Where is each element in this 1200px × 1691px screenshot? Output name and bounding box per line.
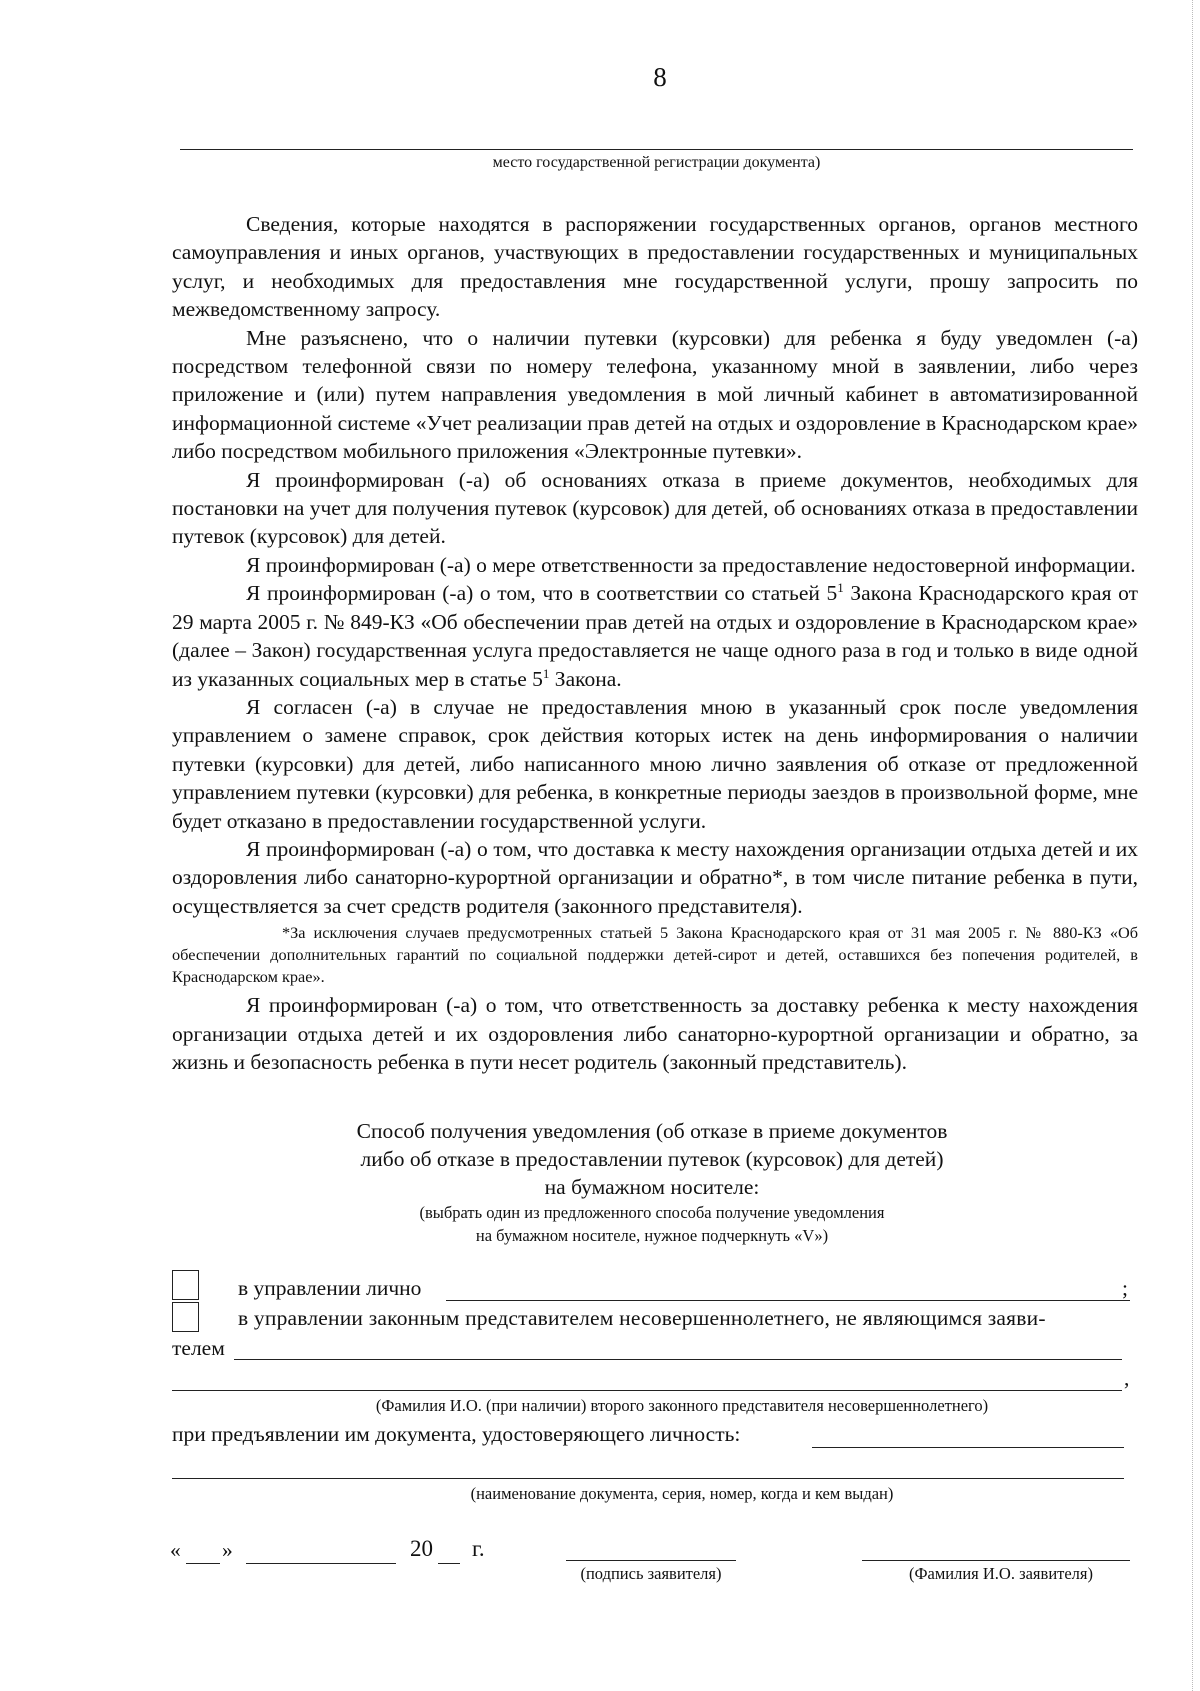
law-text-part3: Закона. [549,666,622,691]
checkbox-legal-representative[interactable] [172,1302,199,1332]
notification-method-block [272,1117,1032,1247]
id-document-fill-line-1[interactable] [812,1447,1124,1448]
signature-caption: (подпись заявителя) [580,1564,722,1583]
top-caption: место государственной регистрации документа) [492,154,821,171]
date-year-prefix: 20 [410,1536,433,1561]
representative-name-caption: (Фамилия И.О. (при наличии) второго законного представителя несовершеннолетнего) [375,1396,989,1415]
method-title-line1: Способ получения уведомления (об отказе в приеме документов [356,1119,948,1143]
option-legal-representative-label: в управлении законным представителем несовершеннолетнего, не являющимся заяви- [238,1306,1046,1330]
footnote: *За исключения случаев предусмотренных статьей 5 Закона Краснодарского края от 31 мая 2005 г. № 880-КЗ «Об обеспечении дополнительных гарантий по социальной поддержки детей-сирот и детей, оставшихся без попечения родителей, в Краснодарском крае». [172,923,1138,987]
representative-fill-line-2[interactable] [172,1390,1122,1391]
method-title-line3: на бумажном носителе: [544,1175,760,1199]
date-quote-open: « [170,1538,181,1562]
option-in-person-semicolon: ; [1122,1276,1128,1300]
law-superscript-2: 1 [542,665,550,681]
law-text-part1: Я проинформирован (-а) о том, что в соответствии со статьей 5 [246,581,838,606]
date-year-suffix: г. [472,1536,485,1561]
paragraph-delivery-costs: Я проинформирован (-а) о том, что доставка к месту нахождения организации отдыха детей и их оздоровления либо санаторно-курортной организации и обратно*, в том числе питание ребенка в пути, осуществляется за счет средств родителя (законного представителя). [172,836,1138,918]
applicant-name-caption: (Фамилия И.О. заявителя) [908,1564,1093,1583]
id-document-fill-line-2[interactable] [172,1478,1124,1479]
paragraph-responsibility: Я проинформирован (-а) о мере ответственности за предоставление недостоверной информации. [246,552,1136,577]
option-in-person-label: в управлении лично [238,1276,422,1300]
paragraph-interagency-request: Сведения, которые находятся в распоряжении государственных органов, органов местного самоуправления и иных органов, участвующих в предоставлении государственных и муниципальных услуг, и необходимых для предоставления мне государственной услуги, прошу запросить по межведомственному запросу. [172,212,1138,322]
date-year-fill-line[interactable] [438,1563,460,1564]
representative-fill-line-1[interactable] [234,1359,1122,1360]
law-text-part2: Закона Краснодарского края от 29 марта 2005 г. № 849-КЗ «Об обеспечении прав детей на отдых и оздоровление в Краснодарском крае» (далее – Закон) государственная услуга предоставляется не чаще одного раза в год и только в виде одной из указанных социальных мер в статье 5 [172,581,1138,691]
checkbox-in-person[interactable] [172,1270,199,1300]
option-in-person-fill-line[interactable] [446,1300,1130,1301]
signature-fill-line[interactable] [566,1560,736,1561]
paragraph-parent-responsibility: Я проинформирован (-а) о том, что ответственность за доставку ребенка к месту нахождения организации отдыха детей и их оздоровления либо санаторно-курортной организации и обратно, за жизнь и безопасность ребенка в пути несет родитель (законный представитель). [172,993,1138,1074]
representative-comma: , [1124,1366,1130,1390]
date-quote-close: » [222,1538,233,1562]
applicant-name-fill-line[interactable] [862,1560,1130,1561]
date-day-fill-line[interactable] [186,1563,220,1564]
method-title-line2: либо об отказе в предоставлении путевок (курсовок) для детей) [360,1147,944,1171]
option-legal-representative-label-cont: телем [172,1336,225,1360]
scan-edge-divider [1192,0,1194,1691]
page-number: 8 [653,62,667,92]
body-text [172,210,1138,1076]
method-hint-line1: (выбрать один из предложенного способа получение уведомления [419,1203,885,1222]
id-document-caption: (наименование документа, серия, номер, когда и кем выдан) [470,1484,894,1503]
paragraph-notification-method: Мне разъяснено, что о наличии путевки (курсовки) для ребенка я буду уведомлен (-а) посредством телефонной связи по номеру телефона, указанному мной в заявлении, либо через приложение и (или) путем направления уведомления в мой личный кабинет в автоматизированной информационной системе «Учет реализации прав детей на отдых и оздоровление в Краснодарском крае» либо посредством мобильного приложения «Электронные путевки». [172,325,1138,464]
law-superscript-1: 1 [837,580,844,596]
top-fill-line [180,149,1133,150]
method-hint-line2: на бумажном носителе, нужное подчеркнуть «V») [475,1226,829,1245]
paragraph-refusal-grounds: Я проинформирован (-а) об основаниях отказа в приеме документов, необходимых для постановки на учет для получения путевок (курсовок) для детей, об основаниях отказа в предоставлении путевок (курсовок) для детей. [172,467,1138,549]
paragraph-consent: Я согласен (-а) в случае не предоставления мною в указанный срок после уведомления управлением о замене справок, срок действия которых истек на день информирования о наличии путевки (курсовки) для детей, либо написанного мною лично заявления об отказе от предложенной управлением путевки (курсовки) для ребенка, в конкретные периоды заездов в произвольной форме, мне будет отказано в предоставлении государственной услуги. [172,694,1138,833]
paragraph-law-reference [172,579,1138,693]
date-month-fill-line[interactable] [246,1563,396,1564]
id-document-label: при предъявлении им документа, удостоверяющего личность: [172,1422,741,1446]
